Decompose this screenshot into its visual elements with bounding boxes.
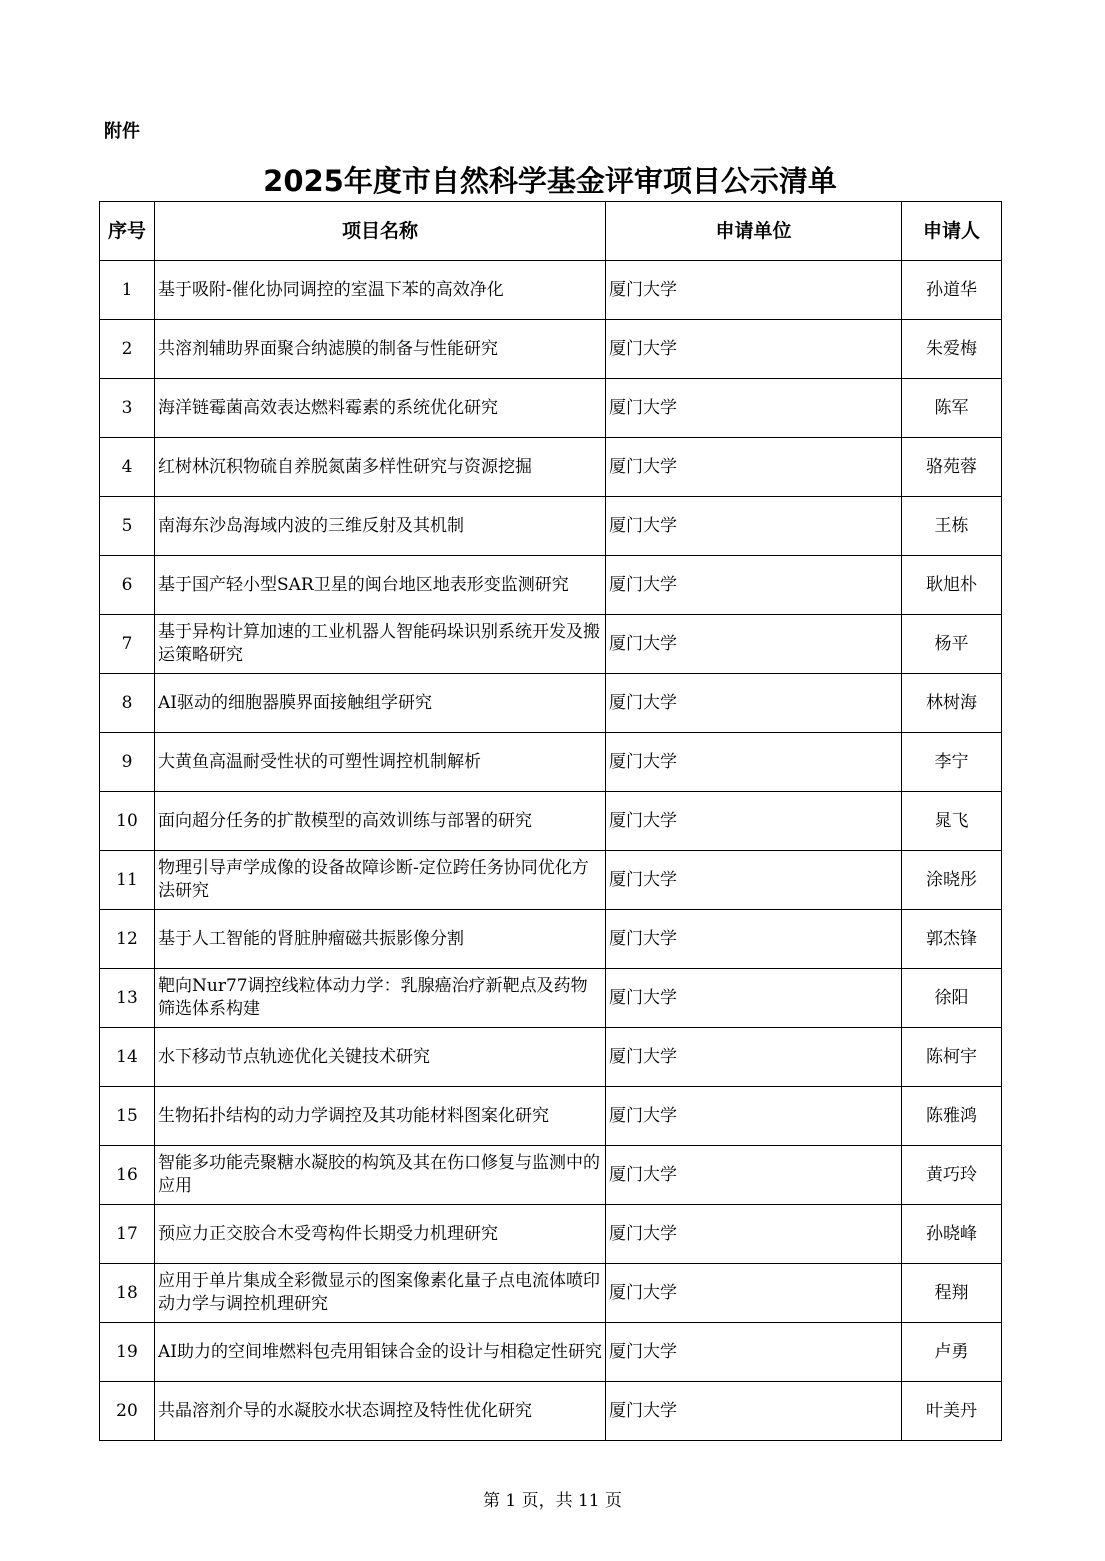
cell-applicant: 晁飞 [902, 792, 1002, 851]
table-row [100, 615, 1002, 674]
page-footer: 第 1 页，共 11 页 [482, 1491, 623, 1511]
cell-applicant-unit: 厦门大学 [606, 438, 902, 497]
cell-project-name: AI助力的空间堆燃料包壳用钼铼合金的设计与相稳定性研究 [155, 1323, 606, 1382]
cell-project-name: 红树林沉积物硫自养脱氮菌多样性研究与资源挖掘 [155, 438, 606, 497]
table-row [100, 1323, 1002, 1382]
cell-no: 6 [100, 556, 155, 615]
table-row [100, 1028, 1002, 1087]
cell-no: 14 [100, 1028, 155, 1087]
cell-project-name: 基于人工智能的肾脏肿瘤磁共振影像分割 [155, 910, 606, 969]
cell-project-name: 基于异构计算加速的工业机器人智能码垛识别系统开发及搬运策略研究 [155, 615, 606, 674]
cell-applicant: 徐阳 [902, 969, 1002, 1028]
table-row [100, 792, 1002, 851]
cell-applicant: 李宁 [902, 733, 1002, 792]
cell-no: 8 [100, 674, 155, 733]
project-table [99, 201, 1002, 1441]
cell-applicant: 郭杰锋 [902, 910, 1002, 969]
cell-applicant: 耿旭朴 [902, 556, 1002, 615]
table-row [100, 1205, 1002, 1264]
table-row [100, 1146, 1002, 1205]
cell-applicant: 程翔 [902, 1264, 1002, 1323]
cell-applicant-unit: 厦门大学 [606, 261, 902, 320]
cell-no: 9 [100, 733, 155, 792]
header-no: 序号 [100, 202, 155, 261]
cell-project-name: AI驱动的细胞器膜界面接触组学研究 [155, 674, 606, 733]
cell-no: 16 [100, 1146, 155, 1205]
cell-applicant-unit: 厦门大学 [606, 1382, 902, 1441]
table-row [100, 910, 1002, 969]
cell-no: 13 [100, 969, 155, 1028]
cell-applicant-unit: 厦门大学 [606, 615, 902, 674]
table-row [100, 969, 1002, 1028]
table-row [100, 379, 1002, 438]
table-body [100, 261, 1002, 1441]
cell-project-name: 海洋链霉菌高效表达燃料霉素的系统优化研究 [155, 379, 606, 438]
cell-applicant-unit: 厦门大学 [606, 733, 902, 792]
table-row [100, 1264, 1002, 1323]
cell-applicant: 涂晓彤 [902, 851, 1002, 910]
header-name: 项目名称 [155, 202, 606, 261]
cell-applicant: 孙晓峰 [902, 1205, 1002, 1264]
cell-project-name: 南海东沙岛海域内波的三维反射及其机制 [155, 497, 606, 556]
cell-project-name: 物理引导声学成像的设备故障诊断-定位跨任务协同优化方法研究 [155, 851, 606, 910]
cell-project-name: 面向超分任务的扩散模型的高效训练与部署的研究 [155, 792, 606, 851]
cell-project-name: 共溶剂辅助界面聚合纳滤膜的制备与性能研究 [155, 320, 606, 379]
header-person: 申请人 [902, 202, 1002, 261]
cell-applicant-unit: 厦门大学 [606, 1205, 902, 1264]
cell-applicant-unit: 厦门大学 [606, 1087, 902, 1146]
cell-project-name: 基于国产轻小型SAR卫星的闽台地区地表形变监测研究 [155, 556, 606, 615]
cell-no: 20 [100, 1382, 155, 1441]
table-row [100, 438, 1002, 497]
cell-project-name: 智能多功能壳聚糖水凝胶的构筑及其在伤口修复与监测中的应用 [155, 1146, 606, 1205]
cell-applicant-unit: 厦门大学 [606, 1264, 902, 1323]
cell-applicant: 骆苑蓉 [902, 438, 1002, 497]
cell-project-name: 预应力正交胶合木受弯构件长期受力机理研究 [155, 1205, 606, 1264]
table-row [100, 733, 1002, 792]
cell-project-name: 靶向Nur77调控线粒体动力学：乳腺癌治疗新靶点及药物筛选体系构建 [155, 969, 606, 1028]
cell-project-name: 生物拓扑结构的动力学调控及其功能材料图案化研究 [155, 1087, 606, 1146]
cell-applicant-unit: 厦门大学 [606, 910, 902, 969]
cell-applicant-unit: 厦门大学 [606, 320, 902, 379]
cell-project-name: 水下移动节点轨迹优化关键技术研究 [155, 1028, 606, 1087]
cell-applicant: 陈雅鸿 [902, 1087, 1002, 1146]
cell-applicant-unit: 厦门大学 [606, 851, 902, 910]
cell-applicant: 叶美丹 [902, 1382, 1002, 1441]
table-row [100, 556, 1002, 615]
cell-no: 5 [100, 497, 155, 556]
table-header-row [100, 202, 1002, 261]
cell-no: 4 [100, 438, 155, 497]
cell-applicant: 王栋 [902, 497, 1002, 556]
table-row [100, 497, 1002, 556]
cell-no: 17 [100, 1205, 155, 1264]
cell-applicant-unit: 厦门大学 [606, 1028, 902, 1087]
cell-applicant: 陈军 [902, 379, 1002, 438]
cell-applicant: 朱爱梅 [902, 320, 1002, 379]
cell-no: 7 [100, 615, 155, 674]
cell-project-name: 大黄鱼高温耐受性状的可塑性调控机制解析 [155, 733, 606, 792]
cell-applicant-unit: 厦门大学 [606, 969, 902, 1028]
table-row [100, 261, 1002, 320]
cell-project-name: 共晶溶剂介导的水凝胶水状态调控及特性优化研究 [155, 1382, 606, 1441]
table-row [100, 1382, 1002, 1441]
table-row [100, 320, 1002, 379]
document-title: 2025年度市自然科学基金评审项目公示清单 [263, 164, 837, 198]
cell-no: 15 [100, 1087, 155, 1146]
cell-no: 3 [100, 379, 155, 438]
cell-no: 2 [100, 320, 155, 379]
cell-applicant: 杨平 [902, 615, 1002, 674]
table-row [100, 1087, 1002, 1146]
cell-applicant-unit: 厦门大学 [606, 379, 902, 438]
cell-no: 12 [100, 910, 155, 969]
cell-applicant-unit: 厦门大学 [606, 556, 902, 615]
header-unit: 申请单位 [606, 202, 902, 261]
cell-applicant-unit: 厦门大学 [606, 1146, 902, 1205]
cell-no: 19 [100, 1323, 155, 1382]
cell-applicant: 孙道华 [902, 261, 1002, 320]
cell-applicant-unit: 厦门大学 [606, 1323, 902, 1382]
cell-applicant: 陈柯宇 [902, 1028, 1002, 1087]
cell-no: 11 [100, 851, 155, 910]
cell-applicant: 林树海 [902, 674, 1002, 733]
cell-project-name: 应用于单片集成全彩微显示的图案像素化量子点电流体喷印动力学与调控机理研究 [155, 1264, 606, 1323]
cell-no: 18 [100, 1264, 155, 1323]
cell-applicant-unit: 厦门大学 [606, 497, 902, 556]
table-row [100, 674, 1002, 733]
cell-applicant: 黄巧玲 [902, 1146, 1002, 1205]
cell-no: 1 [100, 261, 155, 320]
cell-applicant-unit: 厦门大学 [606, 674, 902, 733]
table-row [100, 851, 1002, 910]
cell-applicant-unit: 厦门大学 [606, 792, 902, 851]
attachment-label: 附件 [104, 121, 140, 142]
cell-no: 10 [100, 792, 155, 851]
cell-project-name: 基于吸附-催化协同调控的室温下苯的高效净化 [155, 261, 606, 320]
cell-applicant: 卢勇 [902, 1323, 1002, 1382]
